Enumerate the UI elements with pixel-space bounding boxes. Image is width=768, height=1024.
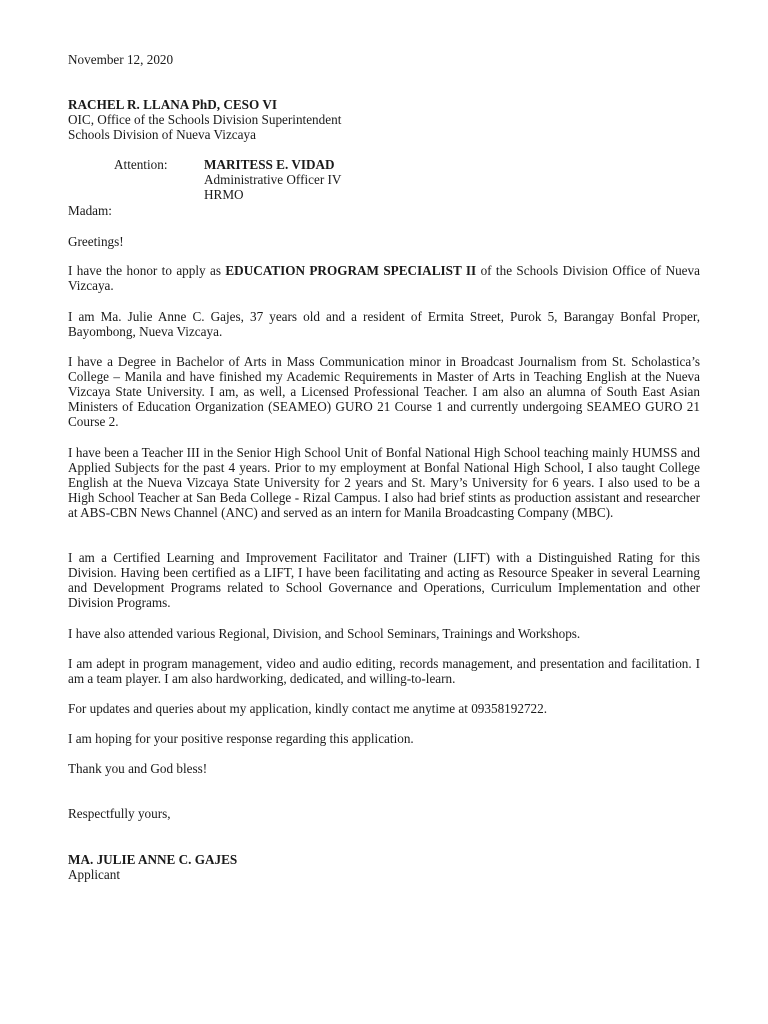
applied-position: EDUCATION PROGRAM SPECIALIST II (225, 263, 477, 278)
recipient-block (68, 97, 700, 142)
paragraph-seminars: I have also attended various Regional, Division, and School Seminars, Trainings and Workshops. (68, 626, 581, 641)
paragraph-lift: I am a Certified Learning and Improvement Facilitator and Trainer (LIFT) with a Distinguished Rating for this Division. Having been certified as a LIFT, I have been facilitating and acting as Resource Speaker in several Learning and Development Programs related to School Governance and Operations, Curriculum Implementation and other Division Programs. (68, 550, 700, 610)
paragraph-education: I have a Degree in Bachelor of Arts in Mass Communication minor in Broadcast Journalism from St. Scholastica’s College – Manila and have finished my Academic Requirements in Master of Arts in Teaching English at the Nueva Vizcaya State University. I am, as well, a Licensed Professional Teacher. I am also an alumna of South East Asian Ministers of Education Organization (SEAMEO) GURO 21 Course 1 and currently undergoing SEAMEO GURO 21 Course 2. (68, 354, 700, 429)
paragraph-thanks: Thank you and God bless! (68, 761, 208, 776)
recipient-name: RACHEL R. LLANA PhD, CESO VI (68, 97, 277, 112)
paragraph-personal-info: I am Ma. Julie Anne C. Gajes, 37 years old and a resident of Ermita Street, Purok 5, Barangay Bonfal Proper, Bayombong, Nueva Vizcaya. (68, 309, 700, 339)
attention-unit: HRMO (204, 187, 244, 202)
attention-position: Administrative Officer IV (204, 172, 342, 187)
paragraph-experience: I have been a Teacher III in the Senior High School Unit of Bonfal National High School teaching mainly HUMSS and Applied Subjects for the past 4 years. Prior to my employment at Bonfal National High School, I also taught College English at the Nueva Vizcaya State University for 2 years and St. Mary’s University for 6 years. I also used to be a High School Teacher at San Beda College - Rizal Campus. I also had brief stints as production assistant and researcher at ABS-CBN News Channel (ANC) and served as an intern for Manila Broadcasting Company (MBC). (68, 445, 700, 520)
p1-post: of the Schools Division Office of Nueva Vizcaya. (68, 263, 700, 293)
paragraph-skills: I am adept in program management, video and audio editing, records management, and presentation and facilitation. I am a team player. I am also hardworking, dedicated, and willing-to-learn. (68, 656, 700, 686)
attention-label: Attention: (114, 157, 168, 172)
paragraph-contact: For updates and queries about my application, kindly contact me anytime at 09358192722. (68, 701, 548, 716)
letter-date: November 12, 2020 (68, 52, 174, 67)
signature-block (68, 852, 700, 882)
recipient-office: OIC, Office of the Schools Division Superintendent (68, 112, 342, 127)
paragraph-application (68, 263, 700, 293)
greeting: Greetings! (68, 234, 124, 249)
recipient-division: Schools Division of Nueva Vizcaya (68, 127, 256, 142)
p1-pre: I have the honor to apply as (68, 263, 226, 278)
signatory-name: MA. JULIE ANNE C. GAJES (68, 852, 238, 867)
attention-name: MARITESS E. VIDAD (204, 157, 335, 172)
signatory-title: Applicant (68, 867, 121, 882)
attention-block (204, 157, 341, 202)
paragraph-hope: I am hoping for your positive response regarding this application. (68, 731, 414, 746)
closing: Respectfully yours, (68, 806, 171, 821)
salutation: Madam: (68, 203, 112, 218)
